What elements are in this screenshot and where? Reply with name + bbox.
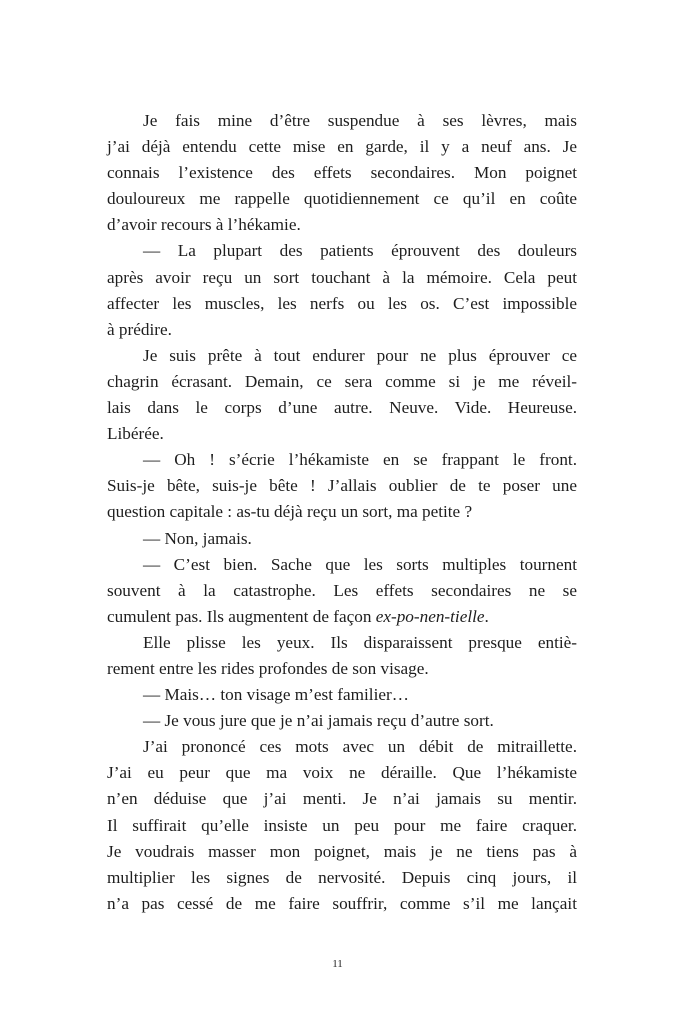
text-line: Je suis prête à tout endurer pour ne plus éprouver ce <box>143 345 577 365</box>
text-line: souvent à la catastrophe. Les effets secondaires ne se <box>107 580 577 600</box>
text-line: Je voudrais masser mon poignet, mais je ne tiens pas à <box>107 841 577 861</box>
text-line: multiplier les signes de nervosité. Depuis cinq jours, il <box>107 867 577 887</box>
text-line: J’ai prononcé ces mots avec un débit de mitraillette. <box>143 737 577 757</box>
text-line: n’en déduise que j’ai menti. Je n’ai jamais su mentir. <box>107 789 577 809</box>
text-line <box>107 604 577 630</box>
text-line: — Mais… ton visage m’est familier… <box>143 685 409 705</box>
text-segment: . <box>484 606 489 626</box>
text-line: — La plupart des patients éprouvent des douleurs <box>143 241 577 261</box>
text-line: j’ai déjà entendu cette mise en garde, il y a neuf ans. Je <box>107 137 577 157</box>
text-line: rement entre les rides profondes de son visage. <box>107 658 429 678</box>
body-text <box>107 108 577 917</box>
text-line: — Non, jamais. <box>143 528 252 548</box>
text-line: d’avoir recours à l’hékamie. <box>107 215 301 235</box>
text-line: chagrin écrasant. Demain, ce sera comme si je me réveil- <box>107 371 577 391</box>
text-line: — Oh ! s’écrie l’hékamiste en se frappant le front. <box>143 450 577 470</box>
text-line: — C’est bien. Sache que les sorts multiples tournent <box>143 554 577 574</box>
text-line: connais l’existence des effets secondaires. Mon poignet <box>107 163 577 183</box>
italic-word: ex-po-nen-tielle <box>375 606 485 626</box>
text-line: affecter les muscles, les nerfs ou les os. C’est impossible <box>107 293 577 313</box>
text-line: douloureux me rappelle quotidiennement ce qu’il en coûte <box>107 189 577 209</box>
text-line: à prédire. <box>107 319 172 339</box>
text-line: Je fais mine d’être suspendue à ses lèvres, mais <box>143 111 577 130</box>
text-line: J’ai eu peur que ma voix ne déraille. Que l’hékamiste <box>107 763 577 783</box>
text-line: question capitale : as-tu déjà reçu un sort, ma petite ? <box>107 502 473 522</box>
page-number: 11 <box>332 958 343 970</box>
text-line: lais dans le corps d’une autre. Neuve. Vide. Heureuse. <box>107 398 577 418</box>
text-line: — Je vous jure que je n’ai jamais reçu d’autre sort. <box>143 711 494 731</box>
text-line: Suis-je bête, suis-je bête ! J’allais oublier de te poser une <box>107 476 577 496</box>
text-line: après avoir reçu un sort touchant à la mémoire. Cela peut <box>107 267 577 287</box>
text-line: Libérée. <box>107 424 164 444</box>
text-line: n’a pas cessé de me faire souffrir, comme s’il me lançait <box>107 893 577 913</box>
text-line: Il suffirait qu’elle insiste un peu pour me faire craquer. <box>107 815 577 835</box>
text-segment: cumulent pas. Ils augmentent de façon <box>107 606 372 626</box>
text-line: Elle plisse les yeux. Ils disparaissent presque entiè- <box>143 632 577 652</box>
